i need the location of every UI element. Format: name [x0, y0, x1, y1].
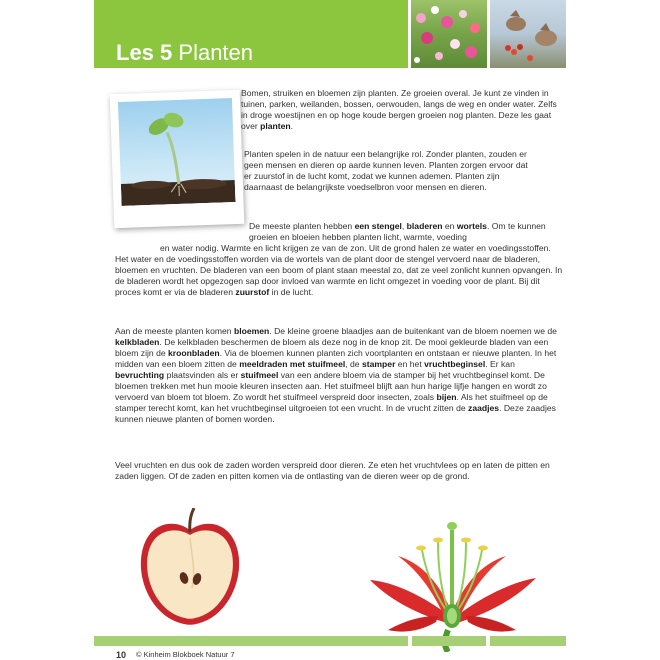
flower-meadow-photo	[411, 0, 487, 68]
footer-bar-left	[94, 636, 408, 646]
bold-term: een stengel	[354, 221, 402, 231]
text-run: .	[290, 121, 294, 131]
copyright-notice: © Kinheim Blokboek Natuur 7	[136, 650, 235, 659]
bold-term: vruchtbeginsel	[424, 359, 486, 369]
page-number: 10	[116, 650, 127, 660]
text-run: , de	[345, 359, 362, 369]
text-run: . Om te kunnen groeien en bloeien hebben planten licht, warmte, voeding	[249, 221, 546, 242]
text-run: ,	[401, 221, 407, 231]
text-run: en	[442, 221, 457, 231]
text-run: . De kleine groene blaadjes aan de buitenkant van de bloem noemen we de	[269, 326, 557, 336]
text-run: Veel vruchten en dus ook de zaden worden verspreid door dieren. Ze eten het vruchtvlees op en laten de pitten en zaden liggen. Of de zaden en pitten komen via de ontlasting van de dieren weer op de grond.	[115, 460, 550, 481]
text-run: . Deze zaadjes kunnen nieuwe planten of bomen worden.	[115, 403, 556, 424]
bold-term: stuifmeel	[240, 370, 279, 380]
text-run: . Via de bloemen kunnen planten zich voortplanten en ontstaan er nieuwe planten. In het midden van een bloem zitten de	[115, 348, 557, 369]
text-run: . De kelkbladen beschermen de bloem als deze nog in de knop zit. De mooi gekleurde bladen van een bloem zijn de	[115, 337, 549, 358]
text-run: De meeste planten hebben	[249, 221, 355, 231]
bold-term: stamper	[361, 359, 396, 369]
bold-term: zaadjes	[468, 403, 500, 413]
text-run: . Er kan	[485, 359, 515, 369]
plant-parts-paragraph	[249, 221, 561, 243]
text-run: plaatsvinden als er	[164, 370, 241, 380]
importance-paragraph	[244, 149, 529, 193]
intro-paragraph	[241, 88, 561, 132]
bold-term: planten	[260, 121, 291, 131]
bold-term: kroonbladen	[168, 348, 220, 358]
seedling-photo-frame	[110, 90, 245, 228]
flowers-paragraph	[115, 326, 563, 425]
lily-flower-cross-section-illustration	[364, 512, 544, 652]
bold-term: zuurstof	[235, 287, 270, 297]
page-title	[116, 40, 253, 66]
bold-term: bijen	[436, 392, 457, 402]
lesson-title: Planten	[178, 40, 254, 65]
footer-bar-right	[490, 636, 566, 646]
text-run: Bomen, struiken en bloemen zijn planten. Ze groeien overal. Je kunt ze vinden in tuinen, parken, weilanden, bossen, oerwouden, langs de weg en onder water. Zelfs in droge woestijnen en op hoge koude bergen groeien nog planten. Deze les gaat over	[241, 88, 557, 131]
text-run: en water nodig. Warmte en licht krijgen ze van de zon. Uit de grond halen ze water en voedingsstoffen. Het water en de voedingsstoffen worden via de wortels van de plant door de stengel vervoerd naar de bladeren, bloemen en vruchten. De bladeren van een boom of plant staan meestal zo, dat ze veel zonlicht kunnen opvangen. In de bladeren wordt het opgezogen sap door invloed van warmte en licht omgezet in voeding voor de plant. Bij dit proces komt er via de bladeren	[115, 243, 563, 297]
lesson-number: Les 5	[116, 40, 173, 65]
nutrition-paragraph	[115, 243, 563, 298]
text-run: . Als het stuifmeel op de stamper terecht komt, kan het vruchtbeginsel uitgroeien tot een vrucht. In de vrucht zitten de	[115, 392, 548, 413]
seed-dispersal-paragraph	[115, 460, 563, 482]
bold-term: bevruchting	[115, 370, 165, 380]
bold-term: kelkbladen	[115, 337, 160, 347]
text-run: en het	[395, 359, 425, 369]
text-run: Aan de meeste planten komen	[115, 326, 234, 336]
text-run: van een andere bloem via de stamper bij het vruchtbeginsel komt. De bloemen trekken met hun mooie kleuren insecten aan. Het stuifmeel blijft aan hun harige lijfje hangen en wordt zo vervoerd van bloem tot bloem. Zo wordt het stuifmeel verspreid door insecten, zoals	[115, 370, 547, 402]
text-run: Planten spelen in de natuur een belangrijke rol. Zonder planten, zouden er geen mensen en dieren op aarde kunnen leven. Planten zorgen ervoor dat er zuurstof in de lucht komt, zodat we kunnen ademen. Planten zijn daarnaast de belangrijkste voedselbron voor mensen en dieren.	[244, 149, 528, 192]
bold-term: meeldraden met stuifmeel	[239, 359, 346, 369]
text-run: in de lucht.	[269, 287, 314, 297]
waxwing-birds-photo	[490, 0, 566, 68]
bold-term: wortels	[456, 221, 487, 231]
seedling-photo	[118, 98, 236, 206]
footer-bar-middle	[412, 636, 486, 646]
apple-half-illustration	[134, 508, 246, 628]
bold-term: bladeren	[406, 221, 443, 231]
bold-term: bloemen	[233, 326, 270, 336]
